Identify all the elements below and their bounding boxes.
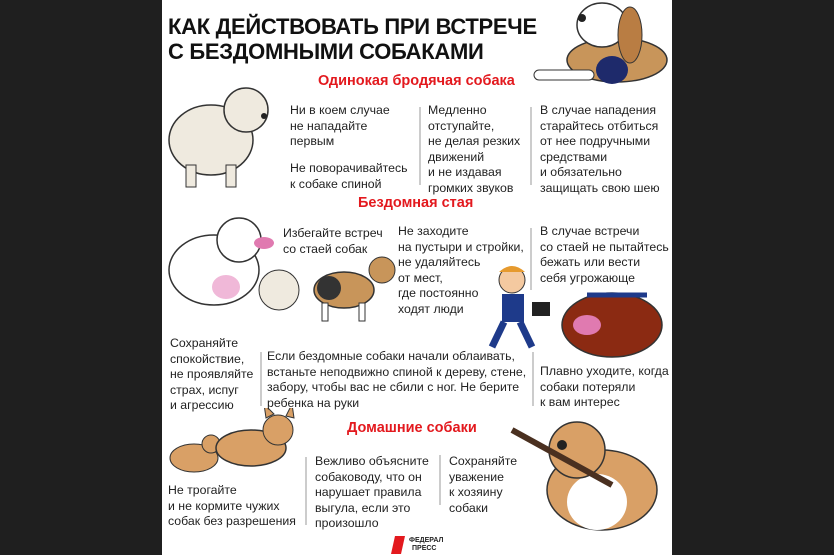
tip-text: В случае нападения старайтесь отбиться от нее подручными средствами и обязательно защищать свою шею [540, 103, 660, 195]
tip-text: Если бездомные собаки начали облаивать, встаньте неподвижно спиной к дереву, стене, забору, чтобы вас не сбили с ног. Не берите ребенка на руки [267, 349, 527, 410]
tip-text: Избегайте встреч со стаей собак [283, 226, 383, 256]
tip-text: Не поворачивайтесь к собаке спиной [290, 161, 408, 191]
beagle-standing-illustration [304, 255, 399, 325]
divider [260, 352, 262, 406]
tip-text: Медленно отступайте, не делая резких движений и не издавая громких звуков [428, 103, 521, 195]
section-heading-domestic-dogs: Домашние собаки [347, 420, 477, 436]
corgi-with-stick-illustration [507, 410, 672, 545]
tip-text: Не трогайте и не кормите чужих собак без разрешения [168, 483, 296, 529]
tip-text: Сохраняйте уважение к хозяину собаки [449, 454, 518, 515]
tip-text: Плавно уходите, когда собаки потеряли к вам интерес [540, 364, 669, 410]
tip-text: Сохраняйте спокойствие, не проявляйте страх, испуг и агрессию [170, 336, 254, 413]
corgis-illustration [166, 408, 301, 483]
tip-text: Вежливо объясните собаководу, что он нарушает правила выгула, если это произошло [315, 454, 429, 531]
divider [532, 352, 534, 406]
logo-line1: ФЕДЕРАЛ [409, 537, 444, 544]
section-heading-lone-dog: Одинокая бродячая собака [318, 73, 515, 89]
logo-line2: ПРЕСС [412, 545, 437, 552]
poster-title: КАК ДЕЙСТВОВАТЬ ПРИ ВСТРЕЧЕ С БЕЗДОМНЫМИ СОБАКАМИ [168, 14, 537, 64]
federal-press-logo [391, 536, 443, 554]
divider [530, 107, 532, 185]
spitz-dog-illustration [166, 80, 276, 190]
tip-text: Не заходите на пустыри и стройки, не удаляйтесь от мест, где постоянно ходят люди [398, 224, 524, 316]
infographic-poster [162, 0, 672, 555]
tip-text: Ни в коем случае не нападайте первым [290, 103, 390, 149]
beagle-dog-illustration [532, 0, 672, 95]
divider [305, 457, 307, 525]
divider [439, 455, 441, 505]
divider [530, 228, 532, 290]
section-heading-stray-pack: Бездомная стая [358, 195, 474, 211]
federal-press-logo-mark-icon [391, 536, 405, 554]
divider [419, 107, 421, 185]
angry-bulldog-illustration [557, 280, 667, 365]
tip-text: В случае встречи со стаей не пытайтесь бежать или вести себя угрожающе [540, 224, 669, 285]
